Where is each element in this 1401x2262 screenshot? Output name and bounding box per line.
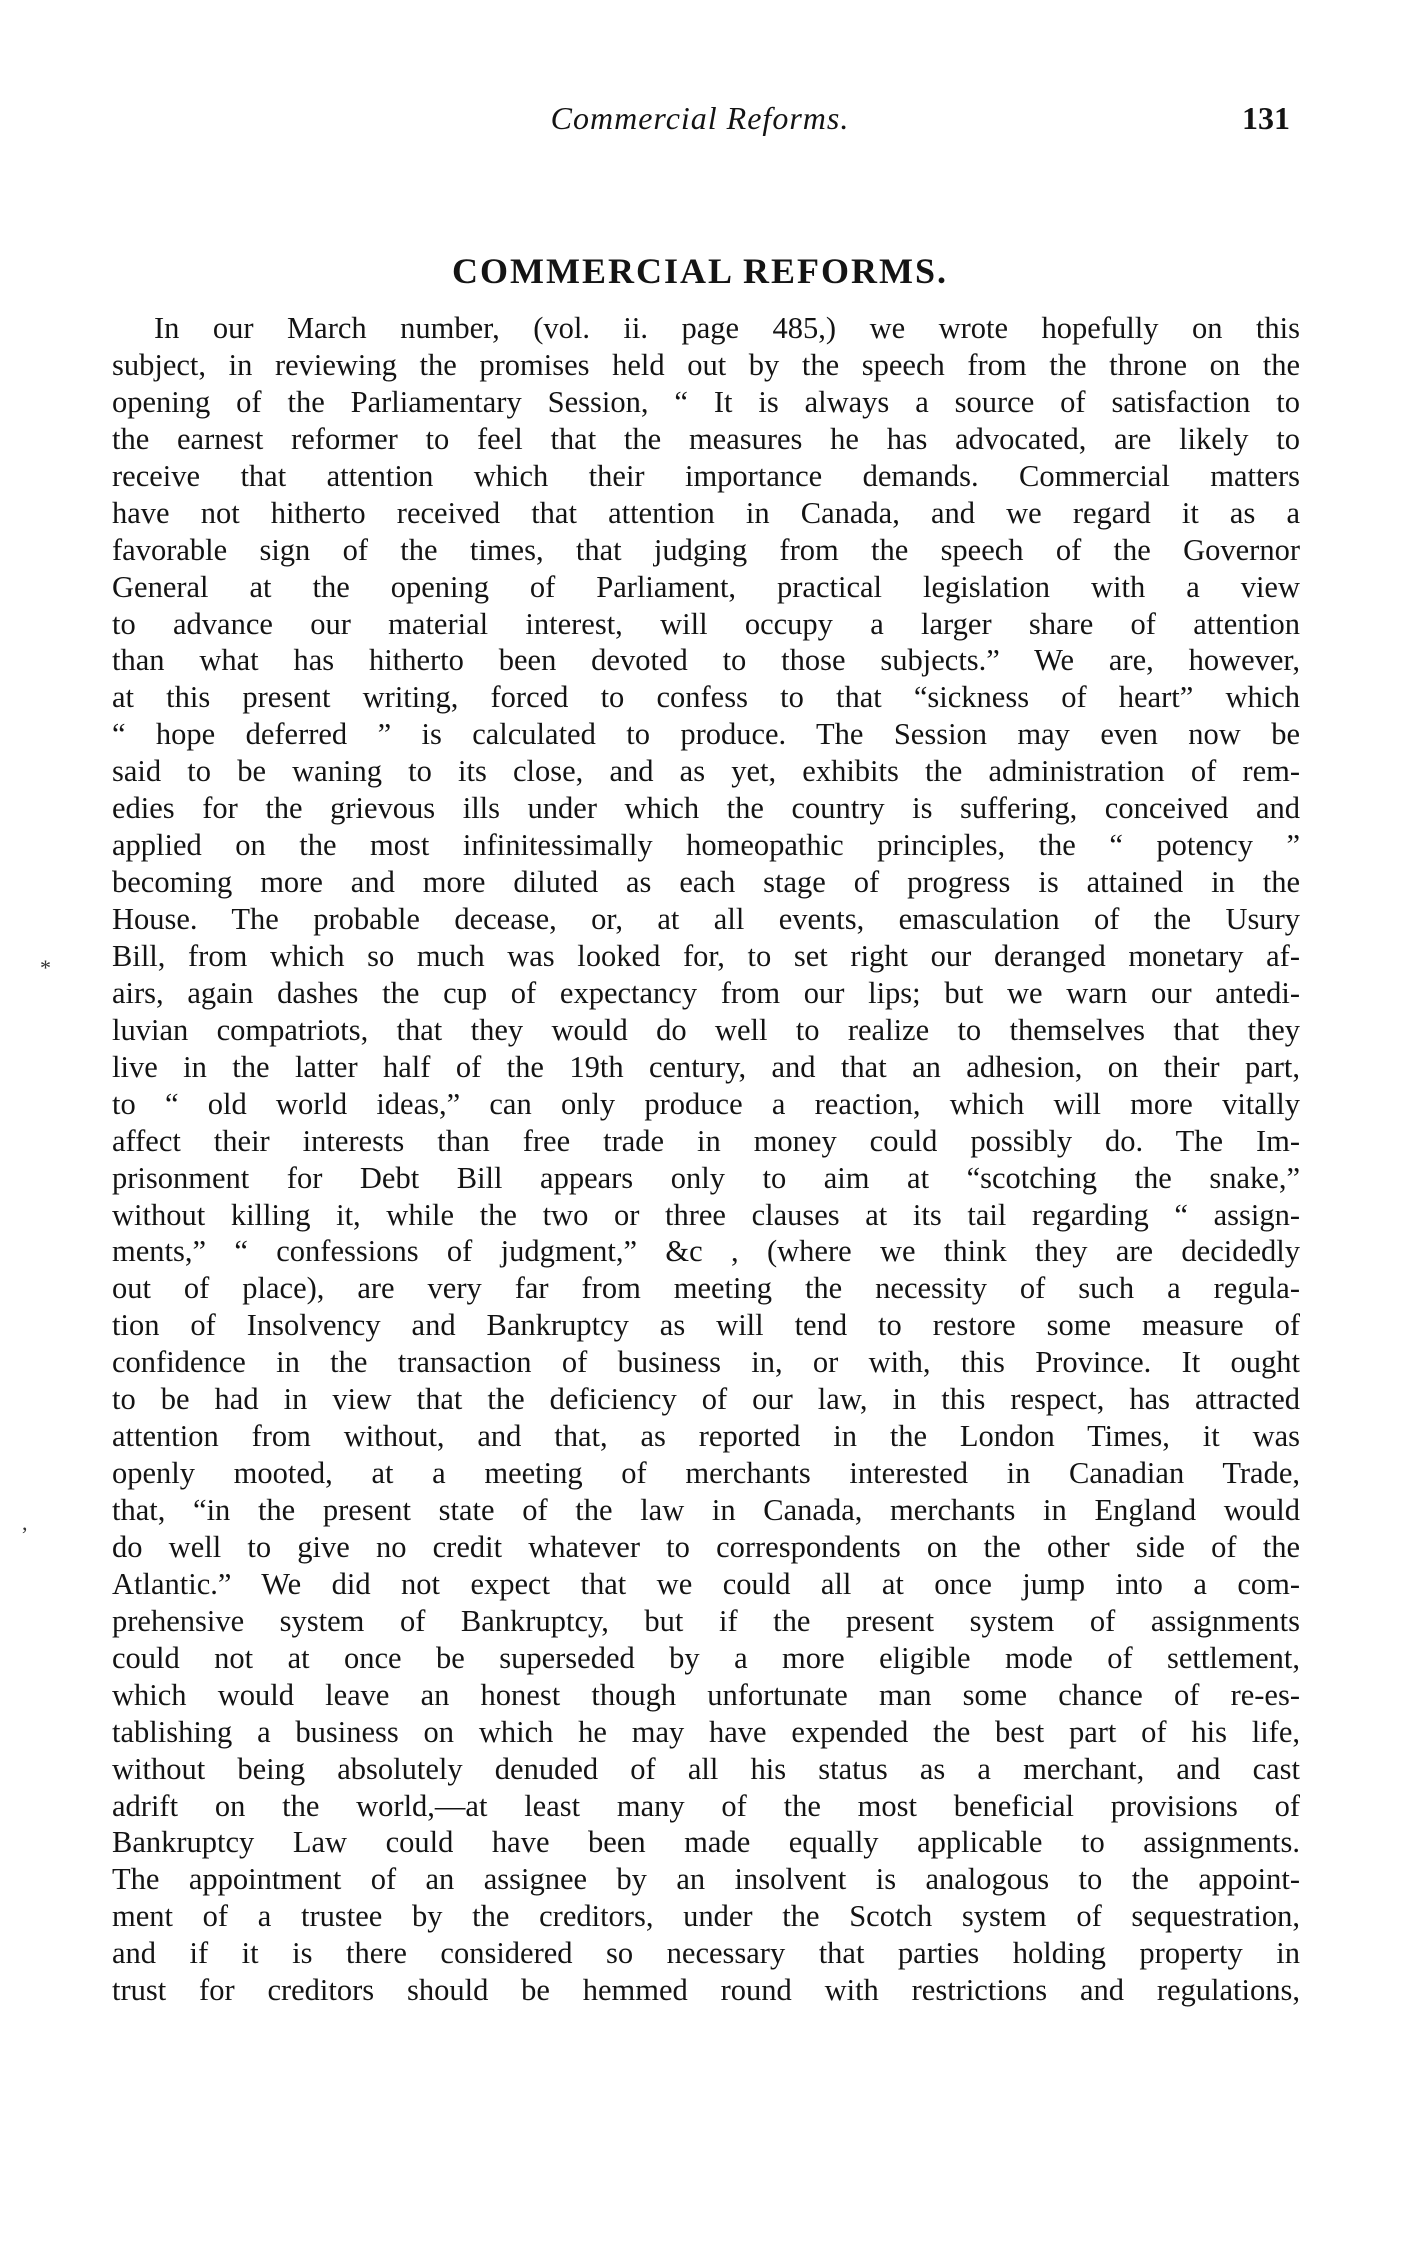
text-line: prehensive system of Bankruptcy, but if the present system of assignments xyxy=(112,1603,1300,1638)
text-line: ment of a trustee by the creditors, under the Scotch system of sequestration, xyxy=(112,1899,1300,1934)
text-line: airs, again dashes the cup of expectancy from our lips; but we warn our antedi- xyxy=(112,975,1300,1010)
text-line: said to be waning to its close, and as yet, exhibits the administration of rem- xyxy=(112,754,1300,789)
text-line: trust for creditors should be hemmed round with restrictions and regulations, xyxy=(112,1973,1300,2008)
text-line: to advance our material interest, will occupy a larger share of attention xyxy=(112,606,1300,641)
text-line: Bill, from which so much was looked for, to set right our deranged monetary af- xyxy=(112,938,1300,973)
margin-mark-asterisk: * xyxy=(40,955,51,980)
text-line: prisonment for Debt Bill appears only to aim at “scotching the snake,” xyxy=(112,1160,1300,1195)
text-line: applied on the most infinitessimally homeopathic principles, the “ potency ” xyxy=(112,828,1300,863)
text-line: General at the opening of Parliament, practical legislation with a view xyxy=(112,569,1300,604)
text-line: without killing it, while the two or three clauses at its tail regarding “ assign- xyxy=(112,1197,1300,1232)
text-line: do well to give no credit whatever to correspondents on the other side of the xyxy=(112,1529,1300,1564)
text-line: and if it is there considered so necessary that parties holding property in xyxy=(112,1936,1300,1971)
text-line: edies for the grievous ills under which the country is suffering, conceived and xyxy=(112,791,1300,826)
text-line: the earnest reformer to feel that the measures he has advocated, are likely to xyxy=(112,421,1300,456)
text-line: The appointment of an assignee by an insolvent is analogous to the appoint- xyxy=(112,1862,1300,1897)
text-line: Atlantic.” We did not expect that we could all at once jump into a com- xyxy=(112,1566,1300,1601)
running-head xyxy=(100,100,1300,150)
text-line: out of place), are very far from meeting the necessity of such a regula- xyxy=(112,1271,1300,1306)
text-line: live in the latter half of the 19th century, and that an adhesion, on their part, xyxy=(112,1049,1300,1084)
text-line: without being absolutely denuded of all his status as a merchant, and cast xyxy=(112,1751,1300,1786)
text-line: attention from without, and that, as reported in the London Times, it was xyxy=(112,1419,1300,1454)
text-line: “ hope deferred ” is calculated to produce. The Session may even now be xyxy=(112,717,1300,752)
text-line: favorable sign of the times, that judging from the speech of the Governor xyxy=(112,532,1300,567)
margin-mark-comma: , xyxy=(22,1510,28,1535)
text-line: openly mooted, at a meeting of merchants interested in Canadian Trade, xyxy=(112,1456,1300,1491)
text-line: at this present writing, forced to confess to that “sickness of heart” which xyxy=(112,680,1300,715)
text-line: which would leave an honest though unfortunate man some chance of re-es- xyxy=(112,1677,1300,1712)
text-line: that, “in the present state of the law in Canada, merchants in England would xyxy=(112,1493,1300,1527)
text-line: Bankruptcy Law could have been made equally applicable to assignments. xyxy=(112,1825,1300,1860)
text-line: In our March number, (vol. ii. page 485,) we wrote hopefully on this xyxy=(154,311,1300,345)
text-line: to be had in view that the deficiency of our law, in this respect, has attracted xyxy=(112,1382,1300,1417)
text-line: tablishing a business on which he may have expended the best part of his life, xyxy=(112,1714,1300,1749)
text-line: opening of the Parliamentary Session, “ It is always a source of satisfaction to xyxy=(112,384,1300,419)
text-line: adrift on the world,—at least many of the most beneficial provisions of xyxy=(112,1788,1300,1823)
text-line: have not hitherto received that attention in Canada, and we regard it as a xyxy=(112,495,1300,530)
running-title: Commercial Reforms. xyxy=(550,100,850,136)
text-line: affect their interests than free trade in money could possibly do. The Im- xyxy=(112,1123,1300,1158)
text-line: becoming more and more diluted as each stage of progress is attained in the xyxy=(112,865,1300,900)
text-line: confidence in the transaction of business in, or with, this Province. It ought xyxy=(112,1345,1300,1380)
text-line: House. The probable decease, or, at all events, emasculation of the Usury xyxy=(112,902,1300,936)
text-line: ments,” “ confessions of judgment,” &c , (where we think they are decidedly xyxy=(112,1234,1300,1269)
article-title: COMMERCIAL REFORMS. xyxy=(452,251,948,291)
text-line: subject, in reviewing the promises held out by the speech from the throne on the xyxy=(112,347,1300,382)
text-line: tion of Insolvency and Bankruptcy as will tend to restore some measure of xyxy=(112,1308,1300,1343)
text-line: to “ old world ideas,” can only produce a reaction, which will more vitally xyxy=(112,1086,1300,1121)
text-line: could not at once be superseded by a more eligible mode of settlement, xyxy=(112,1640,1300,1675)
text-line: luvian compatriots, that they would do well to realize to themselves that they xyxy=(112,1012,1300,1047)
body-text xyxy=(112,310,1300,2009)
page-number: 131 xyxy=(1242,100,1290,136)
text-line: than what has hitherto been devoted to those subjects.” We are, however, xyxy=(112,643,1300,678)
text-line: receive that attention which their importance demands. Commercial matters xyxy=(112,458,1300,493)
